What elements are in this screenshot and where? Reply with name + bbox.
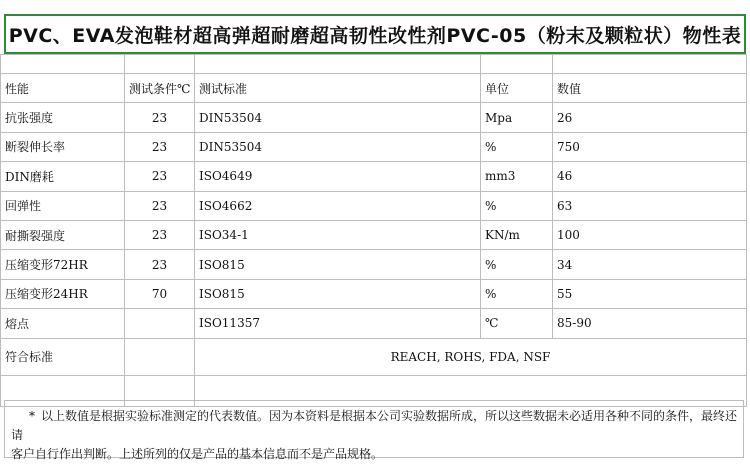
value-cell: 63: [553, 191, 747, 220]
page-title: PVC、EVA发泡鞋材超高弹超耐磨超高韧性改性剂PVC-05（粉末及颗粒状）物性表: [4, 14, 746, 54]
property-cell: 断裂伸长率: [1, 132, 125, 161]
table-row: [1, 279, 747, 308]
table-cell: [125, 55, 195, 74]
table-row: [1, 309, 747, 338]
condition-cell: 23: [125, 103, 195, 132]
standard-cell: ISO4662: [195, 191, 481, 220]
standard-cell: ISO4649: [195, 162, 481, 191]
compliance-value: REACH, ROHS, FDA, NSF: [195, 338, 747, 375]
value-cell: 46: [553, 162, 747, 191]
table-cell: [481, 55, 553, 74]
standard-cell: DIN53504: [195, 103, 481, 132]
property-cell: 耐撕裂强度: [1, 220, 125, 249]
standard-cell: DIN53504: [195, 132, 481, 161]
standard-cell: ISO815: [195, 279, 481, 308]
table-row: [1, 220, 747, 249]
value-cell: 100: [553, 220, 747, 249]
property-cell: 抗张强度: [1, 103, 125, 132]
header-condition: 测试条件℃: [125, 74, 195, 103]
value-cell: 85-90: [553, 309, 747, 338]
standard-cell: ISO34-1: [195, 220, 481, 249]
property-table: [0, 54, 747, 407]
unit-cell: %: [481, 191, 553, 220]
condition-cell: 23: [125, 220, 195, 249]
standard-cell: ISO815: [195, 250, 481, 279]
value-cell: 750: [553, 132, 747, 161]
header-unit: 单位: [481, 74, 553, 103]
condition-cell: 23: [125, 132, 195, 161]
compliance-row: [1, 338, 747, 375]
unit-cell: Mpa: [481, 103, 553, 132]
footnote-text-1: 以上数值是根据实验标准测定的代表数值。因为本资料是根据本公司实验数据所成，所以这些数据未必适用各种不同的条件，最终还请: [11, 409, 738, 442]
property-cell: 回弹性: [1, 191, 125, 220]
value-cell: 55: [553, 279, 747, 308]
table-cell: [553, 55, 747, 74]
header-value: 数值: [553, 74, 747, 103]
table-row: [1, 103, 747, 132]
header-standard: 测试标准: [195, 74, 481, 103]
unit-cell: mm3: [481, 162, 553, 191]
standard-cell: ISO11357: [195, 309, 481, 338]
footnote-line-1: [11, 407, 737, 445]
header-property: 性能: [1, 74, 125, 103]
condition-cell: 23: [125, 191, 195, 220]
table-cell: [1, 55, 125, 74]
property-cell: 压缩变形24HR: [1, 279, 125, 308]
condition-cell: 70: [125, 279, 195, 308]
table-row: [1, 250, 747, 279]
unit-cell: %: [481, 250, 553, 279]
property-cell: 熔点: [1, 309, 125, 338]
table-cell: [195, 55, 481, 74]
spacer-row: [1, 55, 747, 74]
condition-cell: 23: [125, 250, 195, 279]
compliance-label: 符合标准: [1, 338, 125, 375]
unit-cell: KN/m: [481, 220, 553, 249]
footnote-line-2: 客户自行作出判断。上述所列的仅是产品的基本信息而不是产品规格。: [11, 447, 384, 461]
table-row: [1, 191, 747, 220]
table-row: [1, 132, 747, 161]
value-cell: 34: [553, 250, 747, 279]
footnote: [4, 400, 744, 461]
property-cell: 压缩变形72HR: [1, 250, 125, 279]
table-cell: [125, 338, 195, 375]
unit-cell: ℃: [481, 309, 553, 338]
condition-cell: [125, 309, 195, 338]
table-row: [1, 162, 747, 191]
header-row: [1, 74, 747, 103]
value-cell: 26: [553, 103, 747, 132]
condition-cell: 23: [125, 162, 195, 191]
unit-cell: %: [481, 132, 553, 161]
asterisk-mark: *: [29, 409, 35, 423]
property-cell: DIN磨耗: [1, 162, 125, 191]
unit-cell: %: [481, 279, 553, 308]
